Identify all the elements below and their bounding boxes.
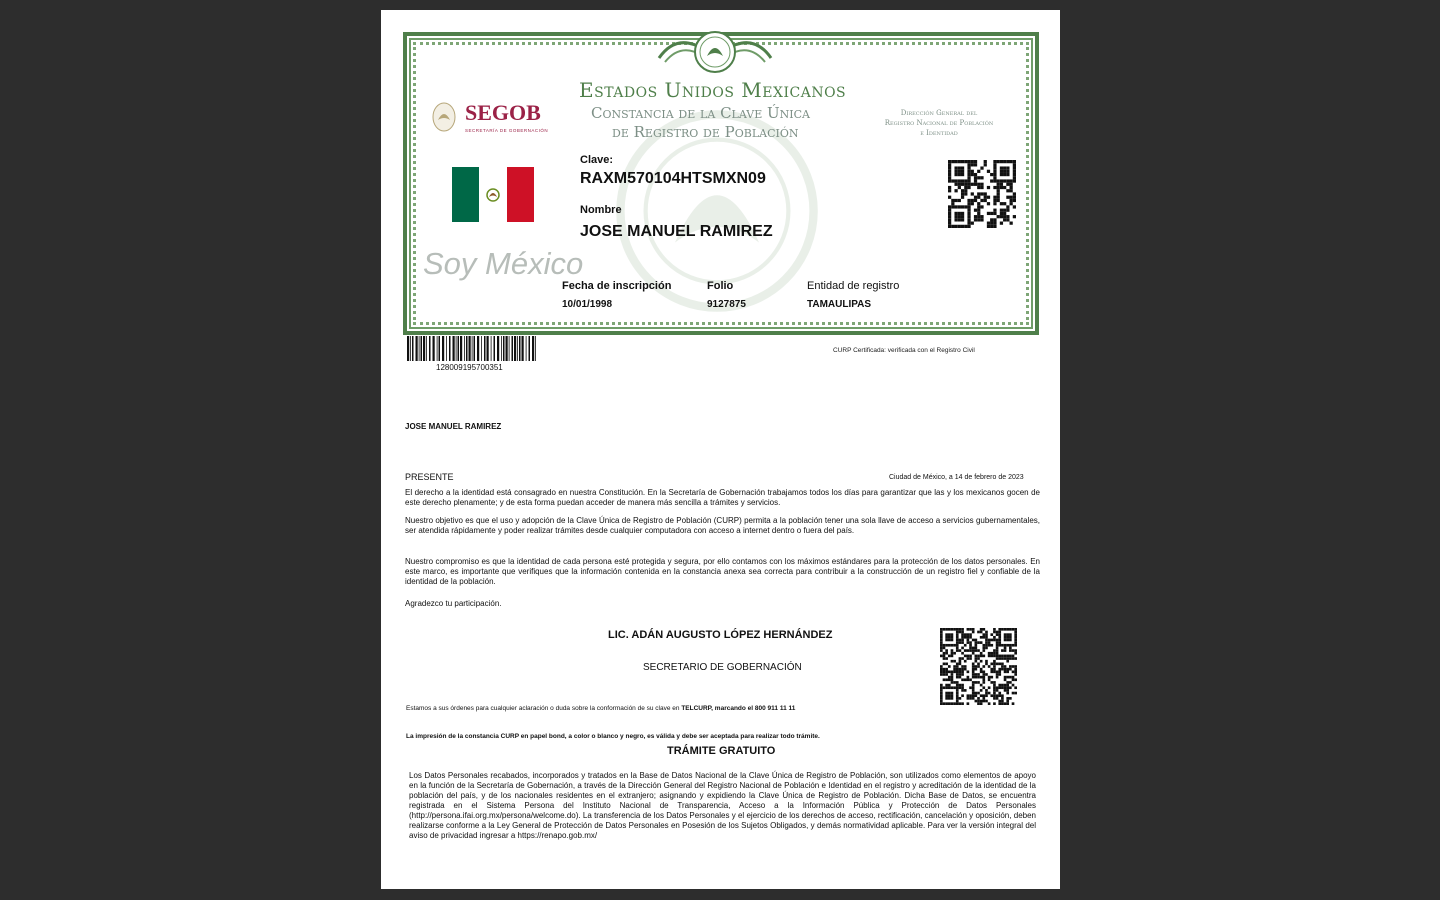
segob-subtitle: SECRETARÍA DE GOBERNACIÓN: [465, 128, 549, 133]
barcode-icon: [407, 336, 539, 361]
folio-value: 9127875: [707, 299, 746, 310]
qr-code-icon: [948, 160, 1016, 228]
title-constancia: Constancia de la Clave Única: [591, 104, 810, 122]
presente-text: PRESENTE: [405, 472, 454, 482]
segob-logo-text: SEGOB: [465, 100, 541, 125]
certified-note: CURP Certificada: verificada con el Registro Civil: [833, 347, 975, 354]
direccion-general-text: Dirección General del Registro Nacional de Población e Identidad: [884, 109, 994, 137]
document-page: [381, 10, 1060, 889]
eagle-crest-icon: [657, 28, 773, 76]
letter-date: Ciudad de México, a 14 de febrero de 2023: [889, 474, 1024, 481]
title-registro: de Registro de Población: [612, 123, 799, 141]
print-note: La impresión de la constancia CURP en papel bond, a color o blanco y negro, es válida y debe ser aceptada para realizar todo trámite.: [406, 733, 820, 740]
clave-value: RAXM570104HTSMXN09: [580, 170, 766, 187]
thanks-text: Agradezco tu participación.: [405, 599, 502, 608]
signer-name: LIC. ADÁN AUGUSTO LÓPEZ HERNÁNDEZ: [608, 629, 833, 641]
fecha-label: Fecha de inscripción: [562, 280, 672, 292]
signer-title: SECRETARIO DE GOBERNACIÓN: [643, 662, 802, 673]
paragraph-1: El derecho a la identidad está consagrado en nuestra Constitución. En la Secretaría de Gobernación trabajamos todos los días para garantizar que las y los mexicanos gocen de este derecho plenamente; y de esta forma puedan acceder de manera más sencilla a trámites y servicios.: [405, 488, 1040, 507]
recipient-name: JOSE MANUEL RAMIREZ: [405, 422, 502, 431]
fecha-value: 10/01/1998: [562, 299, 613, 310]
paragraph-3: Nuestro compromiso es que la identidad de cada persona esté protegida y segura, por ello contamos con los máximos estándares para la protección de los datos personales. En este marco, es importante que verifiques que la información contenida en la constancia anexa sea correcta para contribuir a la construcción de un registro fiel y confiable de la identidad de la población.: [405, 557, 1040, 586]
mexico-flag-icon: [452, 167, 534, 222]
clave-label: Clave:: [580, 154, 614, 166]
contact-line: Estamos a sus órdenes para cualquier aclaración o duda sobre la conformación de su clave en TELCURP, marcando el 800 911 11 11: [406, 705, 796, 712]
privacy-notice: Los Datos Personales recabados, incorporados y tratados en la Base de Datos Nacional de la Clave Única de Registro de Población, son utilizados como elementos de apoyo en la función de la Secretaría de Gobernación, a través de la Dirección General del Registro Nacional de Población e Identidad en el registro y acreditación de la identidad de la población del país, y de los nacionales residentes en el extranjero; asignando y expidiendo la Clave Única de Registro de Población. Dicha Base de Datos, se encuentra registrada en el Sistema Persona del Instituto Nacional de Transparencia, Acceso a la Información Pública y Protección de Datos Personales (http://persona.ifai.org.mx/persona/welcome.do). La transferencia de los Datos Personales y el ejercicio de los derechos de acceso, rectificación, cancelación y oposición, deben realizarse conforme a la Ley General de Protección de Datos Personales en Posesión de los Sujetos Obligados, y demás normatividad aplicable. Para ver la versión integral del aviso de privacidad ingresar a https://renapo.gob.mx/: [409, 771, 1036, 840]
title-estados-unidos: Estados Unidos Mexicanos: [579, 78, 847, 102]
entidad-value: TAMAULIPAS: [807, 299, 872, 310]
entidad-label: Entidad de registro: [807, 280, 900, 292]
curp-certificate: [403, 32, 1039, 335]
paragraph-2: Nuestro objetivo es que el uso y adopción de la Clave Única de Registro de Población (CURP) permita a la población tener una sola llave de acceso a servicios gubernamentales, ser atendida rápidamente y poder realizar trámites desde cualquier computadora con acceso a internet dentro o fuera del país.: [405, 516, 1040, 535]
flag-emblem-icon: [484, 186, 502, 204]
tramite-gratuito: TRÁMITE GRATUITO: [667, 745, 776, 757]
nombre-label: Nombre: [580, 204, 622, 216]
nombre-value: JOSE MANUEL RAMIREZ: [580, 223, 773, 240]
qr-code-icon: [940, 628, 1017, 705]
barcode-number: 128009195700351: [436, 363, 503, 372]
folio-label: Folio: [707, 280, 734, 292]
segob-emblem-icon: [432, 102, 456, 132]
soy-mexico-text: Soy México: [423, 246, 584, 281]
